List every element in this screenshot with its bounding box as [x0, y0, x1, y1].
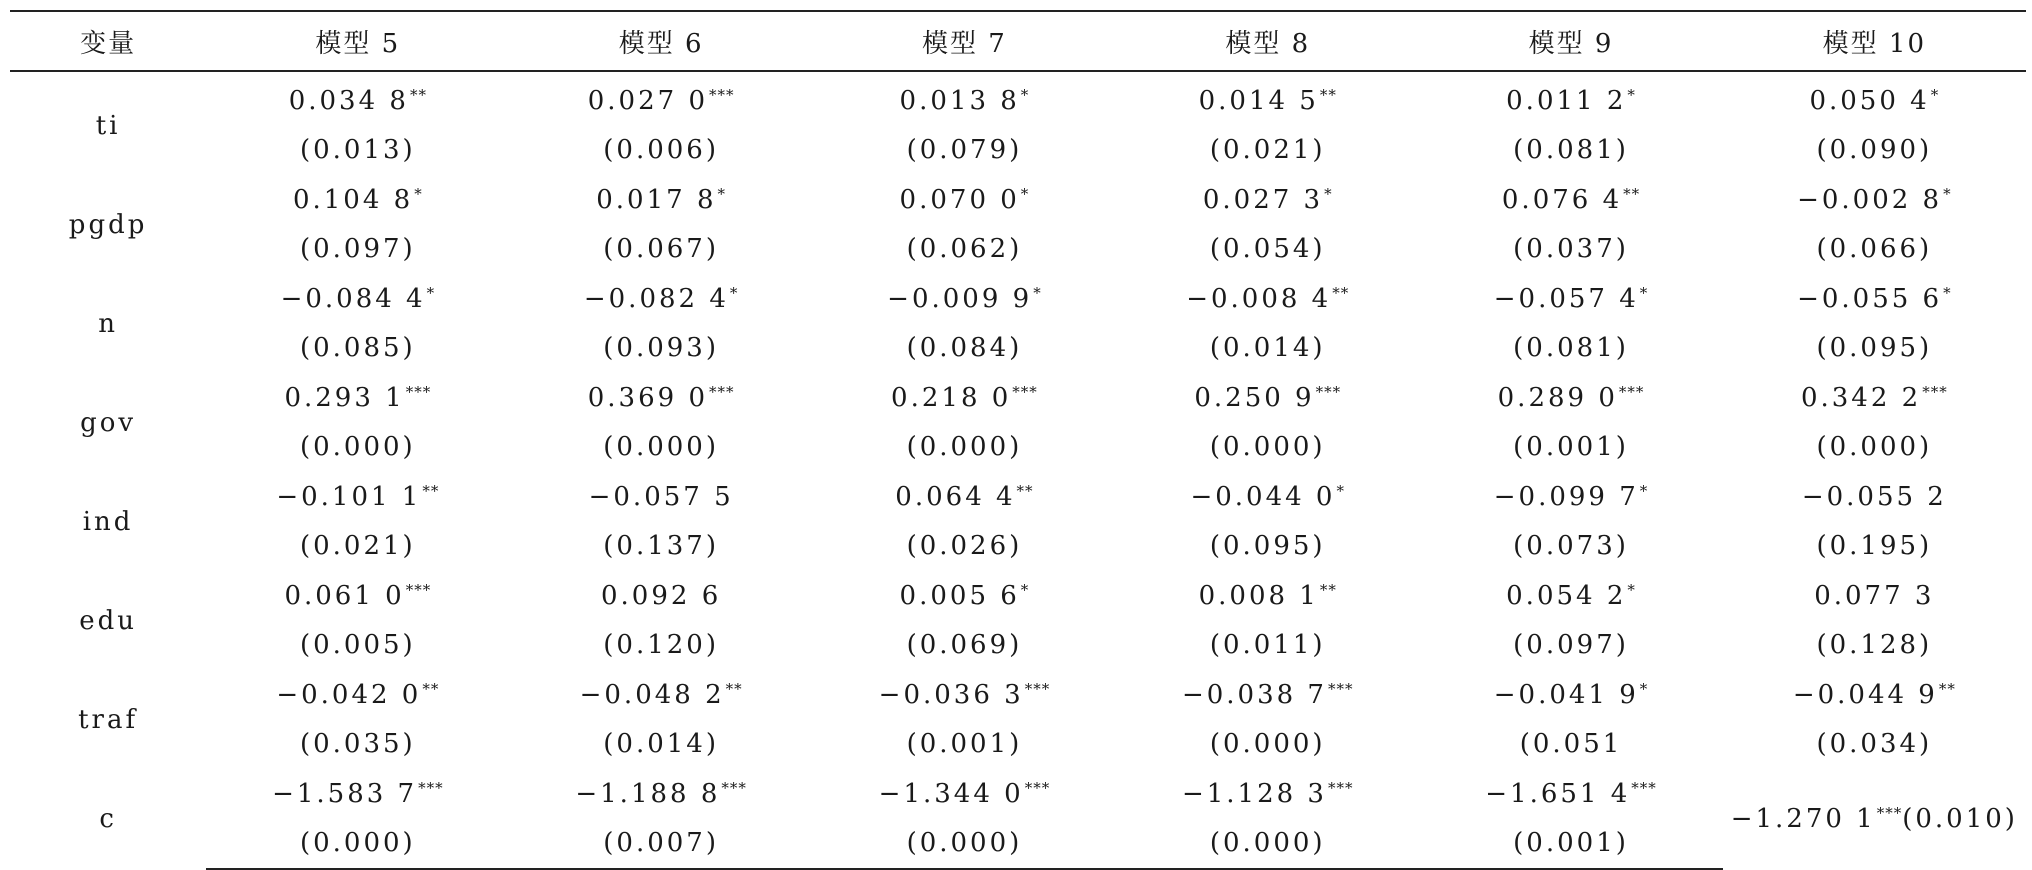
coefficient-value: −0.008 4: [1186, 283, 1332, 314]
variable-name: edu: [79, 605, 137, 636]
coefficient-value: −0.048 2: [579, 679, 725, 710]
coefficient-cell: [1723, 670, 2026, 720]
standard-error-value: (0.010): [1902, 804, 2018, 834]
standard-error-cell: (0.062): [906, 234, 1023, 265]
significance-stars: *: [426, 283, 436, 302]
standard-error-cell: (0.195): [1816, 531, 1933, 562]
standard-error-row: [10, 126, 2026, 176]
coefficient-cell: [1723, 175, 2026, 225]
significance-stars: *: [1639, 679, 1649, 698]
significance-stars: ***: [1618, 382, 1645, 401]
coefficient-cell: [206, 472, 509, 522]
standard-error-row: [10, 522, 2026, 572]
coefficient-row: [10, 769, 2026, 819]
standard-error-row: [10, 324, 2026, 374]
significance-stars: **: [422, 679, 440, 698]
significance-stars: *: [414, 184, 423, 203]
standard-error-cell: (0.000): [603, 432, 719, 463]
coefficient-value: 0.076 4: [1501, 184, 1623, 215]
significance-stars: *: [1020, 85, 1030, 104]
standard-error-cell: (0.095): [1209, 531, 1326, 562]
significance-stars: **: [409, 85, 427, 104]
significance-stars: ***: [1024, 778, 1051, 797]
coefficient-row: [10, 472, 2026, 522]
significance-stars: ***: [1876, 804, 1903, 822]
coefficient-cell: [1419, 71, 1722, 126]
significance-stars: *: [1627, 580, 1636, 599]
coefficient-cell: [1723, 571, 2026, 621]
coefficient-value: 0.070 0: [899, 184, 1020, 215]
coefficient-row: [10, 571, 2026, 621]
standard-error-cell: (0.014): [603, 729, 719, 760]
standard-error-row: [10, 225, 2026, 275]
standard-error-cell: (0.037): [1513, 234, 1629, 265]
coefficient-value: 0.027 3: [1202, 184, 1324, 215]
coefficient-value: 0.104 8: [292, 184, 414, 215]
standard-error-cell: (0.084): [906, 333, 1023, 364]
header-model: 模型 5: [206, 11, 509, 71]
header-model: 模型 7: [813, 11, 1116, 71]
coefficient-value: −0.055 6: [1797, 283, 1943, 314]
coefficient-cell: [813, 175, 1116, 225]
standard-error-cell: (0.001): [1419, 819, 1722, 870]
standard-error-cell: (0.067): [603, 234, 719, 265]
standard-error-cell: (0.000): [206, 819, 509, 870]
significance-stars: **: [1623, 184, 1641, 203]
significance-stars: ***: [1315, 382, 1342, 401]
header-variable: 变量: [10, 11, 206, 71]
coefficient-value: −1.583 7: [272, 778, 418, 809]
coefficient-cell: [1419, 571, 1722, 621]
standard-error-cell: (0.007): [509, 819, 812, 870]
coefficient-value: −0.044 9: [1792, 679, 1938, 710]
significance-stars: *: [1943, 283, 1952, 302]
coefficient-cell: [1723, 472, 2026, 522]
standard-error-row: [10, 423, 2026, 473]
standard-error-cell: (0.054): [1209, 234, 1326, 265]
significance-stars: *: [717, 184, 726, 203]
standard-error-cell: (0.035): [299, 729, 416, 760]
standard-error-row: [10, 720, 2026, 770]
header-model: 模型 6: [509, 11, 812, 71]
significance-stars: **: [1938, 679, 1956, 698]
significance-stars: ***: [1327, 679, 1354, 698]
coefficient-value: −0.038 7: [1181, 679, 1327, 710]
header-model: 模型 8: [1116, 11, 1419, 71]
coefficient-row: [10, 274, 2026, 324]
significance-stars: **: [422, 481, 440, 500]
standard-error-cell: (0.000): [1116, 819, 1419, 870]
coefficient-cell: [509, 175, 812, 225]
coefficient-cell: [206, 274, 509, 324]
coefficient-value: 0.064 4: [895, 481, 1016, 512]
significance-stars: ***: [405, 580, 432, 599]
coefficient-value: −0.009 9: [887, 283, 1033, 314]
significance-stars: *: [1639, 283, 1649, 302]
significance-stars: ***: [405, 382, 432, 401]
significance-stars: *: [729, 283, 739, 302]
significance-stars: ***: [721, 778, 747, 797]
coefficient-cell: [813, 274, 1116, 324]
standard-error-cell: (0.000): [299, 432, 416, 463]
coefficient-value: 0.061 0: [284, 580, 405, 611]
variable-name: ind: [82, 506, 134, 537]
coefficient-value: −1.651 4: [1485, 778, 1631, 809]
standard-error-cell: (0.137): [603, 531, 719, 562]
coefficient-cell: [206, 373, 509, 423]
coefficient-cell: [509, 571, 812, 621]
standard-error-cell: (0.085): [299, 333, 416, 364]
significance-stars: **: [1319, 85, 1337, 104]
variable-name: n: [98, 308, 118, 339]
standard-error-cell: (0.006): [603, 135, 719, 166]
standard-error-cell: (0.095): [1816, 333, 1933, 364]
regression-table: [10, 10, 2026, 870]
coefficient-cell: [206, 670, 509, 720]
standard-error-cell: (0.093): [603, 333, 719, 364]
standard-error-cell: (0.097): [1513, 630, 1629, 661]
standard-error-cell: (0.090): [1816, 135, 1933, 166]
significance-stars: *: [1336, 481, 1345, 500]
coefficient-cell: [509, 472, 812, 522]
coefficient-cell: [1116, 571, 1419, 621]
significance-stars: ***: [1024, 679, 1051, 698]
significance-stars: **: [1332, 283, 1350, 302]
standard-error-cell: (0.000): [1209, 432, 1326, 463]
variable-name: gov: [80, 407, 137, 438]
coefficient-cell: [813, 670, 1116, 720]
coefficient-value: −0.044 0: [1190, 481, 1336, 512]
coefficient-cell: [1116, 274, 1419, 324]
coefficient-value: −0.002 8: [1797, 184, 1943, 215]
coefficient-value: −1.270 1: [1730, 804, 1876, 834]
coefficient-cell: [813, 472, 1116, 522]
coefficient-value: 0.013 8: [899, 85, 1020, 116]
significance-stars: *: [1033, 283, 1042, 302]
coefficient-cell: [813, 769, 1116, 819]
standard-error-cell: (0.021): [299, 531, 416, 562]
significance-stars: ***: [1327, 778, 1354, 797]
standard-error-cell: (0.034): [1816, 729, 1933, 760]
coefficient-row: [10, 670, 2026, 720]
coefficient-cell: [813, 71, 1116, 126]
significance-stars: **: [1016, 481, 1034, 500]
coefficient-value: 0.054 2: [1506, 580, 1627, 611]
standard-error-cell: (0.011): [1209, 630, 1326, 661]
coefficient-value: 0.005 6: [899, 580, 1020, 611]
standard-error-cell: (0.001): [1513, 432, 1629, 463]
variable-name: c: [99, 804, 117, 834]
standard-error-cell: (0.001): [906, 729, 1023, 760]
coefficient-cell: [1116, 472, 1419, 522]
coefficient-value: 0.092 6: [601, 580, 722, 611]
coefficient-value: −1.344 0: [878, 778, 1024, 809]
variable-name: pgdp: [68, 209, 148, 240]
coefficient-cell: [1723, 373, 2026, 423]
coefficient-row: [10, 71, 2026, 126]
standard-error-cell: (0.021): [1209, 135, 1326, 166]
coefficient-value: 0.011 2: [1506, 85, 1627, 116]
significance-stars: ***: [1631, 778, 1657, 797]
coefficient-value: 0.008 1: [1198, 580, 1319, 611]
coefficient-value: 0.218 0: [891, 382, 1012, 413]
coefficient-value: −0.042 0: [276, 679, 422, 710]
coefficient-row: [10, 175, 2026, 225]
standard-error-cell: (0.005): [299, 630, 416, 661]
standard-error-cell: (0.079): [906, 135, 1023, 166]
coefficient-cell: [206, 769, 509, 819]
coefficient-cell: [206, 175, 509, 225]
standard-error-cell: (0.073): [1513, 531, 1629, 562]
standard-error-cell: (0.000): [1816, 432, 1933, 463]
variable-name: ti: [95, 110, 121, 141]
coefficient-value: 0.289 0: [1497, 382, 1618, 413]
coefficient-value: −0.055 2: [1801, 481, 1947, 512]
coefficient-cell: [1419, 670, 1722, 720]
coefficient-cell: [1116, 175, 1419, 225]
standard-error-cell: (0.128): [1816, 630, 1933, 661]
coefficient-cell: [1419, 274, 1722, 324]
coefficient-value: −0.082 4: [583, 283, 729, 314]
significance-stars: *: [1324, 184, 1333, 203]
coefficient-value: 0.027 0: [587, 85, 708, 116]
coefficient-cell: [509, 373, 812, 423]
coefficient-cell: [509, 670, 812, 720]
table-body: [10, 71, 2026, 869]
coefficient-value: −0.041 9: [1493, 679, 1639, 710]
coefficient-value: 0.017 8: [596, 184, 717, 215]
standard-error-cell: (0.014): [1209, 333, 1326, 364]
significance-stars: *: [1020, 580, 1030, 599]
coefficient-cell: [1116, 373, 1419, 423]
coefficient-value: −0.099 7: [1493, 481, 1639, 512]
significance-stars: *: [1020, 184, 1030, 203]
significance-stars: **: [1319, 580, 1337, 599]
coefficient-value: −0.057 4: [1493, 283, 1639, 314]
significance-stars: *: [1627, 85, 1636, 104]
coefficient-cell: [1419, 175, 1722, 225]
coefficient-value: 0.342 2: [1800, 382, 1922, 413]
coefficient-cell: [813, 373, 1116, 423]
coefficient-cell: [1419, 472, 1722, 522]
standard-error-cell: (0.000): [1209, 729, 1326, 760]
merged-coefficient-cell: [1723, 769, 2026, 869]
coefficient-value: −0.084 4: [280, 283, 426, 314]
significance-stars: ***: [709, 85, 735, 104]
standard-error-cell: (0.000): [906, 432, 1023, 463]
coefficient-row: [10, 373, 2026, 423]
coefficient-cell: [1723, 274, 2026, 324]
coefficient-cell: [206, 71, 509, 126]
coefficient-cell: [1116, 71, 1419, 126]
standard-error-cell: (0.026): [906, 531, 1023, 562]
coefficient-cell: [1419, 769, 1722, 819]
coefficient-cell: [206, 571, 509, 621]
significance-stars: *: [1639, 481, 1649, 500]
coefficient-value: 0.250 9: [1194, 382, 1315, 413]
coefficient-value: −0.057 5: [588, 481, 734, 512]
table-header-row: [10, 11, 2026, 71]
significance-stars: *: [1930, 85, 1940, 104]
standard-error-cell: (0.066): [1816, 234, 1933, 265]
coefficient-value: 0.034 8: [288, 85, 409, 116]
header-model: 模型 9: [1419, 11, 1722, 71]
coefficient-cell: [1116, 769, 1419, 819]
coefficient-value: 0.077 3: [1814, 580, 1935, 611]
significance-stars: ***: [418, 778, 444, 797]
standard-error-cell: (0.069): [906, 630, 1023, 661]
coefficient-value: 0.369 0: [587, 382, 708, 413]
coefficient-value: 0.293 1: [284, 382, 405, 413]
significance-stars: ***: [1012, 382, 1038, 401]
coefficient-cell: [509, 71, 812, 126]
standard-error-cell: (0.051: [1519, 729, 1623, 760]
significance-stars: **: [725, 679, 743, 698]
standard-error-cell: (0.013): [299, 135, 416, 166]
significance-stars: ***: [1922, 382, 1948, 401]
header-model: 模型 10: [1723, 11, 2026, 71]
coefficient-value: −0.036 3: [878, 679, 1024, 710]
coefficient-value: 0.014 5: [1198, 85, 1319, 116]
coefficient-value: −0.101 1: [276, 481, 422, 512]
coefficient-cell: [1419, 373, 1722, 423]
coefficient-value: −1.188 8: [575, 778, 721, 809]
coefficient-cell: [509, 274, 812, 324]
standard-error-cell: (0.097): [299, 234, 416, 265]
standard-error-cell: (0.000): [813, 819, 1116, 870]
coefficient-value: 0.050 4: [1809, 85, 1930, 116]
coefficient-cell: [509, 769, 812, 819]
significance-stars: *: [1943, 184, 1952, 203]
significance-stars: ***: [709, 382, 735, 401]
standard-error-row: [10, 621, 2026, 671]
coefficient-cell: [1116, 670, 1419, 720]
coefficient-cell: [1723, 71, 2026, 126]
standard-error-cell: (0.081): [1513, 333, 1629, 364]
standard-error-cell: (0.120): [603, 630, 719, 661]
variable-name: traf: [78, 704, 139, 735]
coefficient-cell: [813, 571, 1116, 621]
coefficient-value: −1.128 3: [1181, 778, 1327, 809]
standard-error-cell: (0.081): [1513, 135, 1629, 166]
